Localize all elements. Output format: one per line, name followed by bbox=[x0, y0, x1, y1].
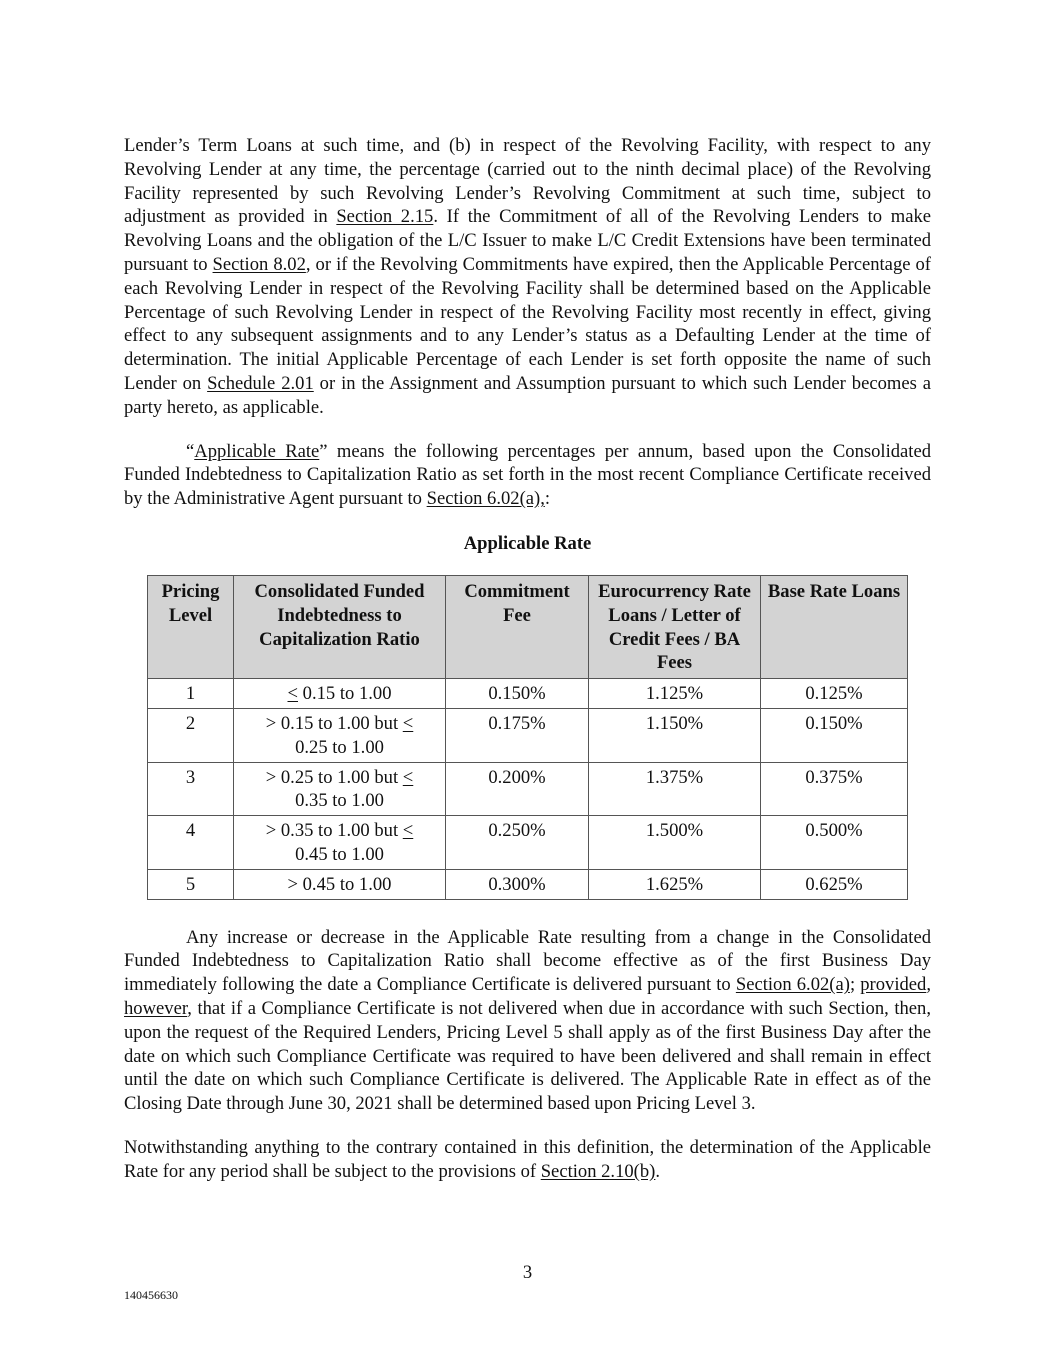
cell-commitment-fee: 0.250% bbox=[446, 816, 589, 870]
cell-base-rate: 0.625% bbox=[761, 869, 908, 899]
section-2-10b-reference: Section 2.10(b) bbox=[540, 1160, 656, 1182]
cell-level: 4 bbox=[148, 816, 234, 870]
document-page bbox=[124, 134, 931, 1183]
cell-base-rate: 0.375% bbox=[761, 762, 908, 816]
cell-commitment-fee: 0.300% bbox=[446, 869, 589, 899]
page-number: 3 bbox=[522, 1262, 533, 1283]
cell-ratio: > 0.45 to 1.00 bbox=[234, 869, 446, 899]
paragraph-applicable-rate-definition: “Applicable Rate” means the following percentages per annum, based upon the Consolidated Funded Indebtedness to Capitalization Ratio as set forth in the most recent Compliance Certificate received by the Administrative Agent pursuant to Section 6.02(a),: bbox=[124, 440, 931, 510]
defined-term-applicable-rate: Applicable Rate bbox=[194, 440, 320, 462]
cell-ratio: < 0.15 to 1.00 bbox=[234, 679, 446, 709]
cell-eurocurrency: 1.500% bbox=[589, 816, 761, 870]
table-row bbox=[148, 679, 908, 709]
however-term: however bbox=[124, 997, 188, 1019]
header-commitment-fee: Commitment Fee bbox=[446, 575, 589, 678]
applicable-rate-table bbox=[147, 575, 908, 900]
cell-base-rate: 0.125% bbox=[761, 679, 908, 709]
header-base-rate: Base Rate Loans bbox=[761, 575, 908, 678]
cell-eurocurrency: 1.625% bbox=[589, 869, 761, 899]
cell-commitment-fee: 0.200% bbox=[446, 762, 589, 816]
less-or-equal-symbol: < bbox=[402, 820, 414, 842]
header-ratio: Consolidated Funded Indebtedness to Capitalization Ratio bbox=[234, 575, 446, 678]
section-6-02a-reference: Section 6.02(a), bbox=[426, 488, 545, 510]
cell-level: 2 bbox=[148, 708, 234, 762]
table-row bbox=[148, 869, 908, 899]
table-row bbox=[148, 708, 908, 762]
cell-eurocurrency: 1.150% bbox=[589, 708, 761, 762]
header-eurocurrency: Eurocurrency Rate Loans / Letter of Credit Fees / BA Fees bbox=[589, 575, 761, 678]
cell-commitment-fee: 0.150% bbox=[446, 679, 589, 709]
table-header-row bbox=[148, 575, 908, 678]
table-caption: Applicable Rate bbox=[463, 532, 592, 554]
less-or-equal-symbol: < bbox=[287, 683, 298, 705]
schedule-2-01-reference: Schedule 2.01 bbox=[207, 372, 314, 394]
cell-eurocurrency: 1.125% bbox=[589, 679, 761, 709]
cell-ratio: > 0.35 to 1.00 but < 0.45 to 1.00 bbox=[234, 816, 446, 870]
cell-level: 3 bbox=[148, 762, 234, 816]
cell-level: 5 bbox=[148, 869, 234, 899]
cell-level: 1 bbox=[148, 679, 234, 709]
cell-eurocurrency: 1.375% bbox=[589, 762, 761, 816]
less-or-equal-symbol: < bbox=[402, 712, 414, 734]
document-id: 140456630 bbox=[124, 1288, 178, 1302]
section-2-15-reference: Section 2.15 bbox=[336, 206, 434, 228]
paragraph-rate-adjustment: Any increase or decrease in the Applicable Rate resulting from a change in the Consolidated Funded Indebtedness to Capitalization Ratio shall become effective as of the first Business Day immediately following the date a Compliance Certificate is delivered pursuant to Section 6.02(a); provided, however, that if a Compliance Certificate is not delivered when due in accordance with such Section, then, upon the request of the Required Lenders, Pricing Level 5 shall apply as of the first Business Day after the date on which such Compliance Certificate was required to have been delivered and shall remain in effect until the date on which such Compliance Certificate is delivered. The Applicable Rate in effect as of the Closing Date through June 30, 2021 shall be determined based upon Pricing Level 3. bbox=[124, 926, 931, 1115]
cell-ratio: > 0.25 to 1.00 but < 0.35 to 1.00 bbox=[234, 762, 446, 816]
cell-commitment-fee: 0.175% bbox=[446, 708, 589, 762]
provided-term: provided bbox=[860, 974, 927, 996]
cell-base-rate: 0.150% bbox=[761, 708, 908, 762]
paragraph-applicable-percentage: Lender’s Term Loans at such time, and (b) in respect of the Revolving Facility, with respect to any Revolving Lender at any time, the percentage (carried out to the ninth decimal place) of the Revolving Facility represented by such Revolving Lender’s Revolving Commitment at such time, subject to adjustment as provided in Section 2.15. If the Commitment of all of the Revolving Lenders to make Revolving Loans and the obligation of the L/C Issuer to make L/C Credit Extensions have been terminated pursuant to Section 8.02, or if the Revolving Commitments have expired, then the Applicable Percentage of each Revolving Lender in respect of the Revolving Facility shall be determined based on the Applicable Percentage of such Revolving Lender in respect of the Revolving Facility most recently in effect, giving effect to any subsequent assignments and to any Lender’s status as a Defaulting Lender at the time of determination. The initial Applicable Percentage of each Lender is set forth opposite the name of such Lender on Schedule 2.01 or in the Assignment and Assumption pursuant to which such Lender becomes a party hereto, as applicable. bbox=[124, 135, 932, 418]
paragraph-notwithstanding: Notwithstanding anything to the contrary contained in this definition, the determination of the Applicable Rate for any period shall be subject to the provisions of Section 2.10(b). bbox=[124, 1136, 931, 1182]
cell-base-rate: 0.500% bbox=[761, 816, 908, 870]
table-row bbox=[148, 762, 908, 816]
section-8-02-reference: Section 8.02 bbox=[212, 253, 306, 275]
header-pricing-level: Pricing Level bbox=[148, 575, 234, 678]
section-6-02a-reference: Section 6.02(a) bbox=[735, 974, 850, 996]
cell-ratio: > 0.15 to 1.00 but < 0.25 to 1.00 bbox=[234, 708, 446, 762]
less-or-equal-symbol: < bbox=[402, 766, 414, 788]
table-row bbox=[148, 816, 908, 870]
